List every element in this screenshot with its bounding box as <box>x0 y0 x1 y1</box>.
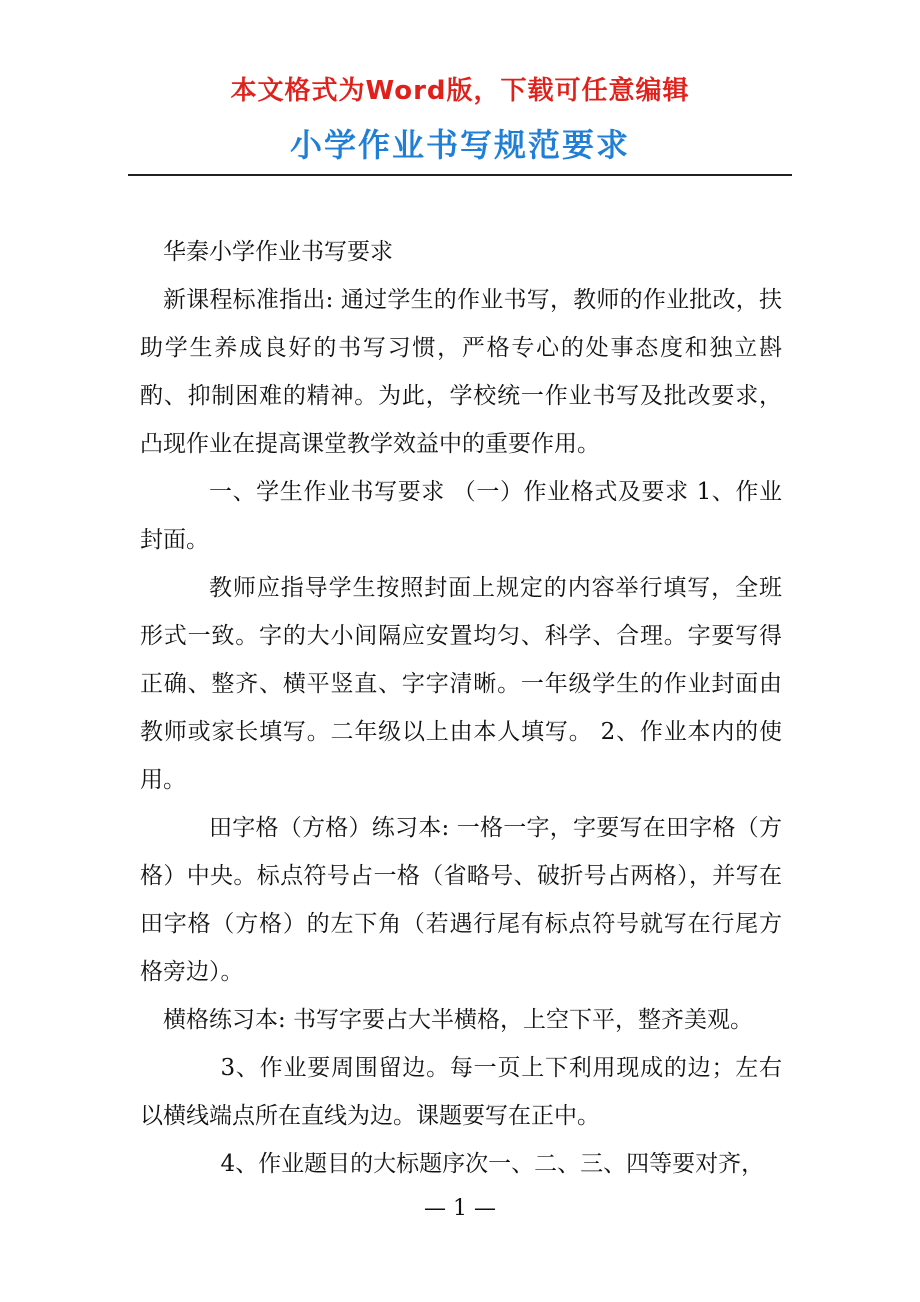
paragraph-school-heading: 华秦小学作业书写要求 <box>163 239 393 265</box>
document-body <box>140 228 782 1188</box>
paragraph-section-one: 一、学生作业书写要求 （一）作业格式及要求 1、作业封面。 <box>140 479 782 553</box>
paragraph-grid-notebook: 田字格（方格）练习本: 一格一字，字要写在田字格（方格）中央。标点符号占一格（省略号、破折号占两格），并写在田字格（方格）的左下角（若遇行尾有标点符号就写在行尾方格旁边）。 <box>140 815 782 985</box>
paragraph-lined-notebook: 横格练习本: 书写字要占大半横格，上空下平，整齐美观。 <box>163 1007 754 1033</box>
paragraph-intro: 新课程标准指出: 通过学生的作业书写，教师的作业批改，扶助学生养成良好的书写习惯，严格专心的处事态度和独立斟酌、抑制困难的精神。为此，学校统一作业书写及批改要求，凸现作业在提高课堂教学效益中的重要作用。 <box>140 287 782 457</box>
paragraph-headings: 4、作业题目的大标题序次一、二、三、四等要对齐， <box>220 1151 765 1177</box>
page-number: — 1 — <box>424 1196 496 1221</box>
header-divider <box>128 174 792 176</box>
document-title: 小学作业书写规范要求 <box>289 126 630 164</box>
paragraph-margins: 3、作业要周围留边。每一页上下利用现成的边；左右以横线端点所在直线为边。课题要写在正中。 <box>140 1055 782 1129</box>
word-format-banner: 本文格式为Word版，下载可任意编辑 <box>230 76 690 106</box>
paragraph-cover: 教师应指导学生按照封面上规定的内容举行填写，全班形式一致。字的大小间隔应安置均匀、科学、合理。字要写得正确、整齐、横平竖直、字字清晰。一年级学生的作业封面由教师或家长填写。二年级以上由本人填写。 2、作业本内的使用。 <box>140 575 782 793</box>
